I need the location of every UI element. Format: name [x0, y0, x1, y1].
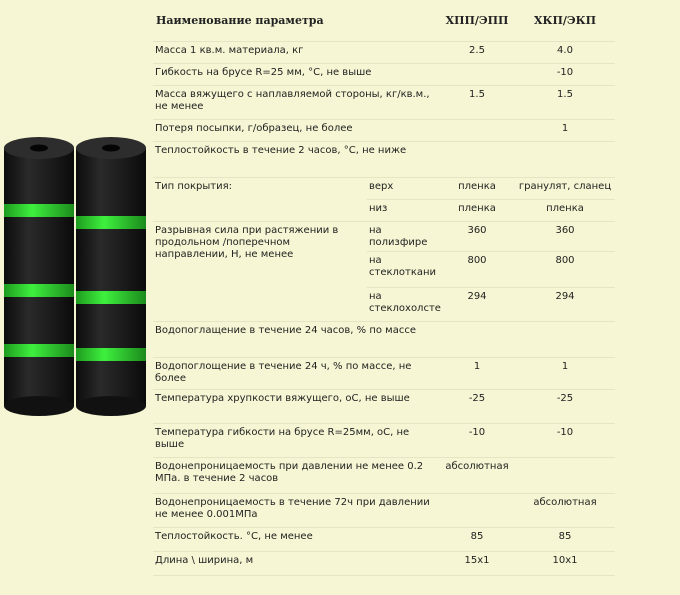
roll-band: [76, 216, 146, 229]
product-rolls-image: [0, 136, 150, 420]
value-col2: абсолютная: [515, 494, 615, 528]
value-col1: абсолютная: [439, 458, 515, 494]
roll-band: [4, 344, 74, 357]
param-name: Водонепроницаемость при давлении не менее 0.2 МПа. в течение 2 часов: [153, 458, 439, 494]
param-name: Разрывная сила при растяжении в продольном /поперечном направлении, Н, не менее: [153, 222, 367, 322]
table-header-row: [153, 8, 615, 42]
value-col2: [515, 142, 615, 178]
header-col2: ХКП/ЭКП: [515, 8, 615, 42]
table-row: [153, 42, 615, 64]
value-col2: 800: [515, 252, 615, 288]
table-row: [153, 142, 615, 178]
value-col1: 85: [439, 528, 515, 552]
value-col2: [515, 322, 615, 358]
roll-band: [4, 284, 74, 297]
spec-table: [153, 8, 615, 576]
value-col2: -10: [515, 424, 615, 458]
sub-param: на стеклохолсте: [367, 288, 439, 322]
value-col1: [439, 64, 515, 86]
table-row: [153, 86, 615, 120]
table-row: [153, 178, 615, 200]
value-col2: -10: [515, 64, 615, 86]
param-name: Теплостойкость. °С, не менее: [153, 528, 439, 552]
table-row: [153, 390, 615, 424]
table-row: [153, 458, 615, 494]
sub-param: низ: [367, 200, 439, 222]
value-col1: 1: [439, 358, 515, 390]
roll-band: [4, 204, 74, 217]
left-roll: [4, 137, 74, 416]
value-col1: 294: [439, 288, 515, 322]
header-col1: ХПП/ЭПП: [439, 8, 515, 42]
param-name: Тип покрытия:: [153, 178, 367, 222]
value-col2: 360: [515, 222, 615, 252]
sub-param: на полизфире: [367, 222, 439, 252]
value-col2: 4.0: [515, 42, 615, 64]
sub-param: на стеклоткани: [367, 252, 439, 288]
roll-band: [76, 348, 146, 361]
right-roll: [76, 137, 146, 416]
param-name: Гибкость на брусе R=25 мм, °С, не выше: [153, 64, 439, 86]
value-col1: -10: [439, 424, 515, 458]
value-col1: 2.5: [439, 42, 515, 64]
value-col1: 800: [439, 252, 515, 288]
value-col2: [515, 458, 615, 494]
table-row: [153, 494, 615, 528]
value-col1: 15x1: [439, 552, 515, 576]
table-row: [153, 64, 615, 86]
param-name: Теплостойкость в течение 2 часов, °С, не ниже: [153, 142, 439, 178]
value-col2: гранулят, сланец: [515, 178, 615, 200]
value-col2: -25: [515, 390, 615, 424]
table-row: [153, 358, 615, 390]
value-col1: 1.5: [439, 86, 515, 120]
header-parameter: Наименование параметра: [153, 8, 439, 42]
value-col2: 294: [515, 288, 615, 322]
value-col2: 1.5: [515, 86, 615, 120]
value-col1: пленка: [439, 200, 515, 222]
value-col1: -25: [439, 390, 515, 424]
value-col2: 10x1: [515, 552, 615, 576]
value-col1: [439, 494, 515, 528]
value-col1: [439, 120, 515, 142]
param-name: Масса 1 кв.м. материала, кг: [153, 42, 439, 64]
table-row: [153, 552, 615, 576]
param-name: Масса вяжущего с наплавляемой стороны, кг/кв.м., не менее: [153, 86, 439, 120]
value-col2: 1: [515, 358, 615, 390]
table-row: [153, 424, 615, 458]
value-col2: 1: [515, 120, 615, 142]
table-row: [153, 222, 615, 252]
param-name: Температура хрупкости вяжущего, оС, не выше: [153, 390, 439, 424]
value-col2: пленка: [515, 200, 615, 222]
value-col1: пленка: [439, 178, 515, 200]
param-name: Длина \ ширина, м: [153, 552, 439, 576]
param-name: Температура гибкости на брусе R=25мм, оС, не выше: [153, 424, 439, 458]
param-name: Водопоглощение в течение 24 ч, % по массе, не более: [153, 358, 439, 390]
table-row: [153, 528, 615, 552]
param-name: Потеря посыпки, г/образец, не более: [153, 120, 439, 142]
value-col1: [439, 322, 515, 358]
roll-band: [76, 291, 146, 304]
table-row: [153, 120, 615, 142]
sub-param: верх: [367, 178, 439, 200]
value-col1: [439, 142, 515, 178]
value-col1: 360: [439, 222, 515, 252]
table-row: [153, 322, 615, 358]
value-col2: 85: [515, 528, 615, 552]
param-name: Водонепроницаемость в течение 72ч при давлении не менее 0.001МПа: [153, 494, 439, 528]
param-name: Водопоглащение в течение 24 часов, % по массе: [153, 322, 439, 358]
